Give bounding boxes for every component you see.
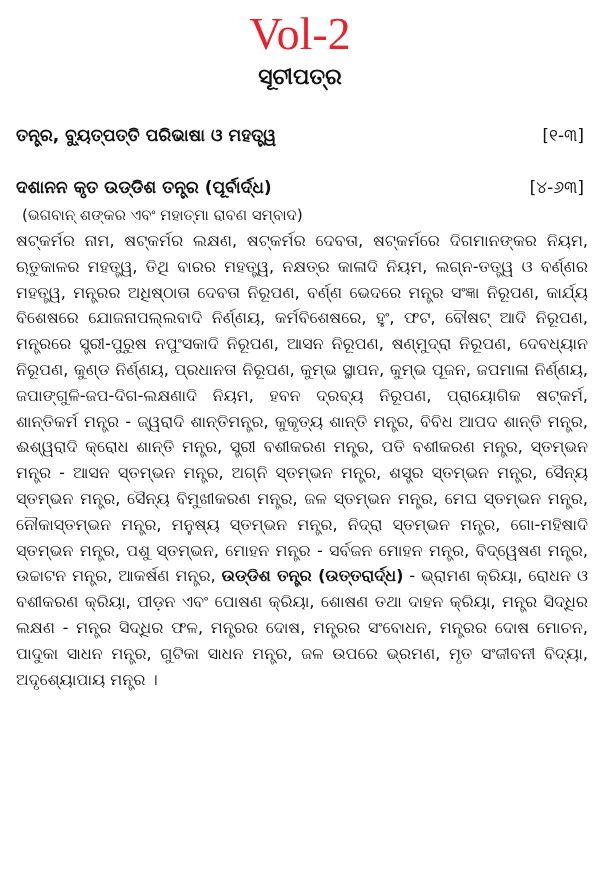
entry-page-range: [୧-୩] <box>542 126 584 146</box>
entry-page-range: [୪-୬୩] <box>529 178 584 198</box>
toc-title: ସୂଚୀପତ୍ର <box>258 65 342 90</box>
entry-title: ଦଶାନନ କୃତ ଉଡ୍ଡିଶ ତନ୍ତ୍ର (ପୂର୍ବାର୍ଦ୍ଧ) <box>16 178 272 198</box>
entry-subtitle: (ଭଗବାନ୍ ଶଙ୍କର ଏବଂ ମହାତ୍ମା ରାବଣ ସମ୍ବାଦ) <box>22 206 303 224</box>
contents-text-part1: ଷଟ୍‌କର୍ମର ନାମ, ଷଟ୍‌କର୍ମର ଲକ୍ଷଣ, ଷଟ୍‌କର୍ମର ଦେବତା, ଷଟ୍‌କର୍ମରେ ଦିଗମାନଙ୍କର ନିୟମ, ଋତୁକାଳର ମହତ୍ତ୍ୱ, ତିଥି ବାରର ମହତ୍ତ୍ୱ, ନକ୍ଷତ୍ର କାଳାଦି ନିୟମ, ଲଗ୍ନ-ତତ୍ତ୍ୱ ଓ ବର୍ଣ୍ଣର ମହତ୍ତ୍ୱ, ମନ୍ତ୍ରର ଅଧିଷ୍ଠାତା ଦେବତା ନିରୂପଣ, ବର୍ଣ୍ଣ ଭେଦରେ ମନ୍ତ୍ର ସଂଜ୍ଞା ନିରୂପଣ, କାର୍ଯ୍ୟ ବିଶେଷରେ ଯୋଜନାପଲ୍ଲବାଦି ନିର୍ଣ୍ଣୟ, କର୍ମବିଶେଷରେ, ହୁଂ, ଫଟ, ବୌଷଟ୍ ଆଦି ନିରୂପଣ, ମନ୍ତ୍ରରେ ସ୍ତ୍ରୀ-ପୁରୁଷ ନପୁଂସକାଦି ନିରୂପଣ, ଆସନ ନିରୂପଣ, ଷଣ୍ମୁଦ୍ରା ନିରୂପଣ, ଦେବଧ୍ୟାନ ନିରୂପଣ, କୁଣ୍ଡ ନିର୍ଣ୍ଣୟ, ପ୍ରଧାନତା ନିରୂପଣ, କୁମ୍ଭ ସ୍ଥାପନ, କୁମ୍ଭ ପୂଜନ, ଜପମାଳା ନିର୍ଣ୍ଣୟ, ଜପାଙ୍ଗୁଳି-ଜପ-ଦିଗ-ଲକ୍ଷଣାଦି ନିୟମ, ହବନ ଦ୍ରବ୍ୟ ନିରୂପଣ, ପ୍ରାୟୋଗିକ ଷଟ୍‌କର୍ମ, ଶାନ୍ତିକର୍ମ ମନ୍ତ୍ର - ଜ୍ୱରାଦି ଶାନ୍ତିମନ୍ତ୍ର, କୁକୃତ୍ୟ ଶାନ୍ତି ମନ୍ତ୍ର, ବିବିଧ ଆପଦ ଶାନ୍ତି ମନ୍ତ୍ର, ଈଶ୍ୱରାଦି କ୍ରୋଧ ଶାନ୍ତି ମନ୍ତ୍ର, ସ୍ତ୍ରୀ ବଶୀକରଣ ମନ୍ତ୍ର, ପତି ବଶୀକରଣ ମନ୍ତ୍ର, ସ୍ତମ୍ଭନ ମନ୍ତ୍ର - ଆସନ ସ୍ତମ୍ଭନ ମନ୍ତ୍ର, ଅଗ୍ନି ସ୍ତମ୍ଭନ ମନ୍ତ୍ର, ଶସ୍ତ୍ର ସ୍ତମ୍ଭନ ମନ୍ତ୍ର, ସୈନ୍ୟ ସ୍ତମ୍ଭନ ମନ୍ତ୍ର, ସୈନ୍ୟ ବିମୁଖୀକରଣ ମନ୍ତ୍ର, ଜଳ ସ୍ତମ୍ଭନ ମନ୍ତ୍ର, ମେଘ ସ୍ତମ୍ଭନ ମନ୍ତ୍ର, ନୌକାସ୍ତମ୍ଭନ ମନ୍ତ୍ର, ମନୁଷ୍ୟ ସ୍ତମ୍ଭନ ମନ୍ତ୍ର, ନିଦ୍ରା ସ୍ତମ୍ଭନ ମନ୍ତ୍ର, ଗୋ-ମହିଷାଦି ସ୍ତମ୍ଭନ ମନ୍ତ୍ର, ପଶୁ ସ୍ତମ୍ଭନ, ମୋହନ ମନ୍ତ୍ର - ସର୍ବଜନ ମୋହନ ମନ୍ତ୍ର, ବିଦ୍ୱେଷଣ ମନ୍ତ୍ର, ଉଚ୍ଚାଟନ ମନ୍ତ୍ର, ଆକର୍ଷଣ ମନ୍ତ୍ର, <box>16 231 588 586</box>
entry-title: ତନ୍ତ୍ର, ବ୍ୟୁତ୍ପତ୍ତି ପରିଭାଷା ଓ ମହତ୍ତ୍ୱ <box>16 126 277 146</box>
volume-label: Vol-2 <box>249 8 351 59</box>
toc-entry <box>16 176 584 200</box>
toc-entry <box>16 124 584 148</box>
inline-section-heading: ଉଡ୍ଡିଶ ତନ୍ତ୍ର (ଉତ୍ତରାର୍ଦ୍ଧ) <box>221 566 404 586</box>
contents-paragraph <box>16 228 588 692</box>
contents-text-part2: - ଭ୍ରାମଣ କ୍ରିୟା, ରୋଧନ ଓ ବଶୀକରଣ କ୍ରିୟା, ପୀଡ଼ନ ଏବଂ ପୋଷଣ କ୍ରିୟା, ଶୋଷଣ ତଥା ଦାହନ କ୍ରିୟା, ମନ୍ତ୍ର ସିଦ୍ଧିର ଲକ୍ଷଣ - ମନ୍ତ୍ର ସିଦ୍ଧିର ଫଳ, ମନ୍ତ୍ରର ଦୋଷ, ମନ୍ତ୍ରର ସଂବୋଧନ, ମନ୍ତ୍ରର ଦୋଷ ମୋଚନ, ପାଦୁକା ସାଧନ ମନ୍ତ୍ର, ଗୁଟିକା ସାଧନ ମନ୍ତ୍ର, ଜଳ ଉପରେ ଭ୍ରମଣ, ମୃତ ସଂଜୀବନୀ ବିଦ୍ୟା, ଅଦୃଶ୍ୟୋପାୟ ମନ୍ତ୍ର । <box>16 566 588 689</box>
